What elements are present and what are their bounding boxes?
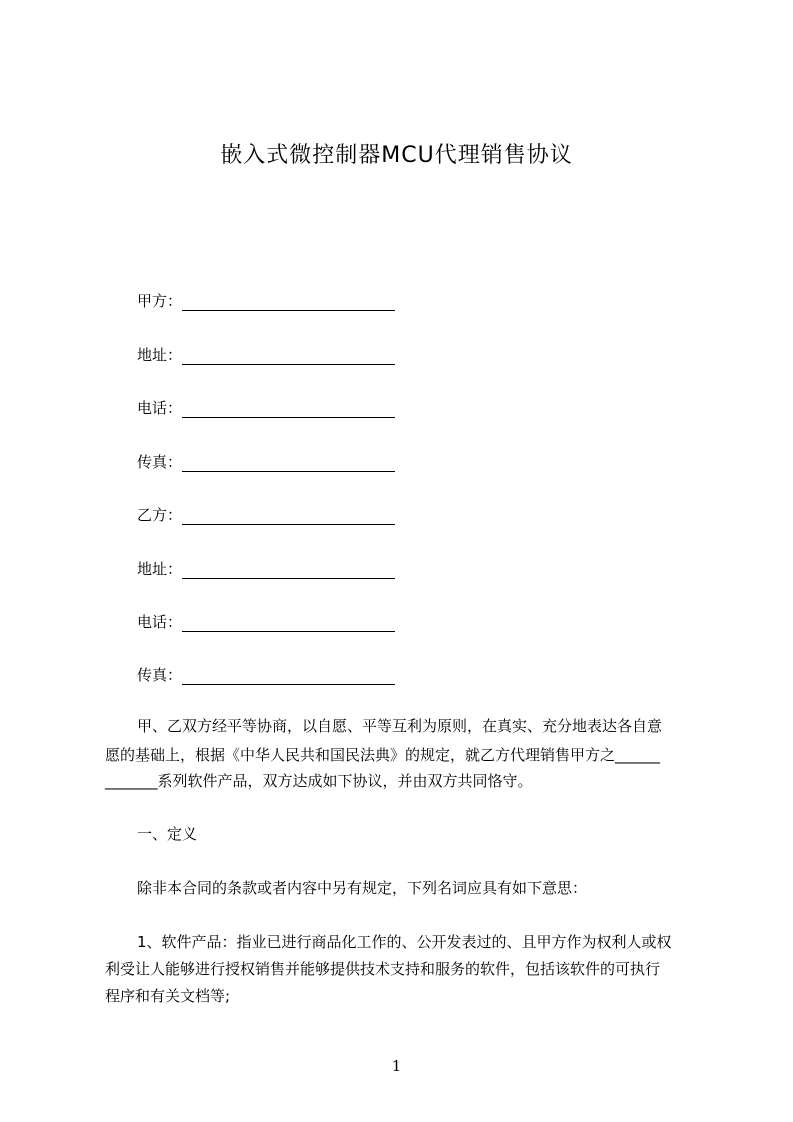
fill-in-blank-line	[182, 611, 395, 632]
fill-in-blank-line	[182, 504, 395, 525]
field-label: 乙方：	[137, 506, 183, 524]
party-a-name-field	[137, 290, 395, 312]
intro-paragraph-line: 愿的基础上，根据《中华人民共和国民法典》的规定，就乙方代理销售甲方之______	[105, 746, 661, 764]
intro-paragraph-line: _______系列软件产品，双方达成如下协议，并由双方共同恪守。	[105, 772, 533, 790]
fill-in-blank-line	[182, 558, 395, 579]
field-label: 传真：	[137, 666, 183, 684]
party-b-address-field	[137, 558, 395, 580]
page-number: 1	[391, 1057, 402, 1075]
party-b-phone-field	[137, 611, 395, 633]
field-label: 地址：	[137, 346, 183, 364]
document-title: 嵌入式微控制器MCU代理销售协议	[220, 143, 573, 168]
fill-in-blank-line	[182, 344, 395, 365]
party-a-address-field	[137, 344, 395, 366]
section-heading: 一、定义	[137, 825, 198, 843]
definition-item-line: 程序和有关文档等;	[105, 987, 231, 1005]
field-label: 地址：	[137, 560, 183, 578]
definition-item-line: 1、软件产品：指业已进行商品化工作的、公开发表过的、且甲方作为权利人或权	[137, 933, 672, 951]
field-label: 甲方：	[137, 292, 183, 310]
party-b-name-field	[137, 504, 395, 526]
field-label: 传真：	[137, 453, 183, 471]
field-label: 电话：	[137, 399, 183, 417]
fill-in-blank-line	[182, 664, 395, 685]
party-a-fax-field	[137, 451, 395, 473]
field-label: 电话：	[137, 613, 183, 631]
definition-intro: 除非本合同的条款或者内容中另有规定，下列名词应具有如下意思：	[137, 879, 588, 897]
fill-in-blank-line	[182, 451, 395, 472]
party-a-phone-field	[137, 397, 395, 419]
fill-in-blank-line	[182, 290, 395, 311]
intro-paragraph-line: 甲、乙双方经平等协商，以自愿、平等互利为原则，在真实、充分地表达各自意	[137, 717, 663, 735]
fill-in-blank-line	[182, 397, 395, 418]
party-b-fax-field	[137, 664, 395, 686]
definition-item-line: 利受让人能够进行授权销售并能够提供技术支持和服务的软件，包括该软件的可执行	[105, 960, 661, 978]
